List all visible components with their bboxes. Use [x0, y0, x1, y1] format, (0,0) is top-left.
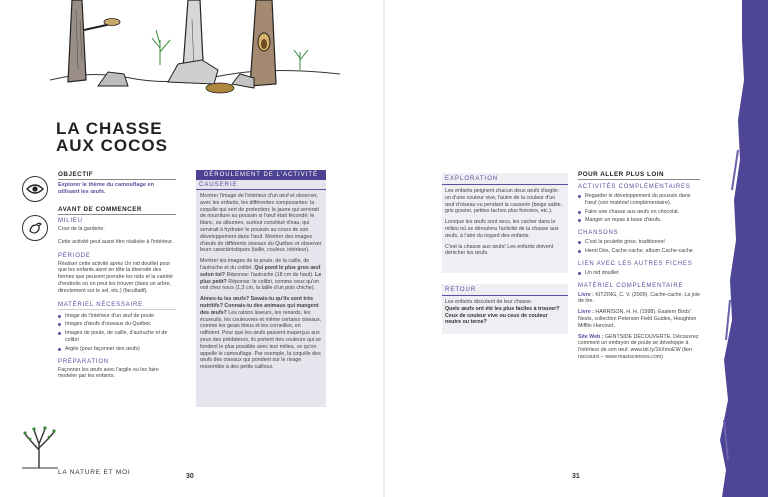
retour-heading: RETOUR	[442, 284, 568, 296]
objectif-heading: OBJECTIF	[58, 171, 94, 178]
milieu-text-2: Cette activité peut aussi être réalisée à l'intérieur.	[58, 238, 174, 245]
preparation-text: Façonner les œufs avec l'argile ou les faire modeler par les enfants.	[58, 366, 159, 380]
deroulement-heading: DÉROULEMENT DE L'ACTIVITÉ	[196, 170, 326, 180]
list-item: Image de l'intérieur d'un œuf de poule	[58, 313, 176, 320]
tree-icon	[18, 420, 60, 470]
retour-p1: Les enfants discutent de leur chasse.	[445, 299, 533, 305]
list-item: C'est la poulette grise, traditionnel	[578, 239, 700, 246]
list-item: Manger un repas à base d'œufs.	[578, 217, 700, 224]
title-line-2: AUX COCOS	[56, 136, 168, 155]
livre-1: Livre : KITZING, C. V. (2009). Cache-cache, La joie de lire.	[578, 291, 701, 305]
liens-list	[578, 270, 700, 277]
plus-loin-section	[578, 171, 700, 361]
page-number-left: 30	[186, 473, 194, 480]
list-item: Un nid douillet	[578, 270, 700, 277]
exploration-heading: EXPLORATION	[442, 173, 568, 185]
plus-loin-heading: POUR ALLER PLUS LOIN	[578, 171, 665, 178]
deroulement-box	[196, 170, 326, 407]
bird-icon	[22, 215, 48, 241]
list-item: Images d'œufs d'oiseaux du Québec	[58, 321, 176, 328]
causerie-heading: CAUSERIE	[196, 180, 326, 190]
milieu-text-1: Cour de la garderie.	[58, 226, 105, 232]
preparation-heading: PRÉPARATION	[58, 358, 109, 365]
list-item: Images de poule, de caille, d'autruche et de colibri	[58, 330, 176, 344]
list-item: Argile (pour façonner des œufs)	[58, 346, 176, 353]
footer-title: LA NATURE ET MOI	[58, 469, 131, 476]
list-item: Faire une chasse aux œufs en chocolat.	[578, 209, 700, 216]
objectif-section	[58, 171, 176, 196]
retour-box	[442, 284, 568, 334]
periode-text: Réaliser cette activité après Un nid douillet pour que les enfants aient en tête la diversité des formes que peuvent prendre les nids et la variété d'endroits où on peut les trouver (dans un arbre, directement sur le sol, etc.) (facultatif).	[58, 260, 173, 294]
causerie-p2: Montrer les images de la poule, de la caille, de l'autruche et du colibri. Qui pond le plus gros œuf selon toi? Réponse: l'autruche (18 cm de haut). Le plus petit? Réponse: le colibri, comme ceux qu'on voit chez nous (1,3 cm, la taille d'un pois chiche).	[200, 258, 322, 292]
milieu-heading: MILIEU	[58, 218, 83, 224]
liens-heading: LIEN AVEC LES AUTRES FICHES	[578, 260, 693, 267]
page-gutter	[383, 0, 385, 497]
chansons-list	[578, 239, 700, 255]
page-number-right: 31	[572, 473, 580, 480]
causerie-p1: Montrer l'image de l'intérieur d'un œuf et observer, avec les enfants, les différentes composantes: la coquille qui sert de protection; le jaune qui servirait de nourriture au poussin si l'œuf était fécondé; le blanc, ou albumen, surtout constitué d'eau, qui servirait à hydrater le poussin au cours de son développement dans l'œuf. Montrer des images d'œufs de différents oiseaux du Québec et observer leurs caractéristiques (taille, couleur, intérieur).	[200, 193, 322, 254]
page-title	[56, 120, 196, 154]
objectif-text: Explorer le thème du camouflage en utilisant les œufs.	[58, 182, 155, 195]
purple-brush-band	[702, 0, 768, 497]
avant-heading: AVANT DE COMMENCER	[58, 206, 142, 213]
livre-2: Livre : HARRISON, H. H. (1998). Eastern Birds' Nests, collection Peterson Field Guides, Houghton Mifflin Harcourt.	[578, 309, 697, 329]
activites-list	[578, 193, 700, 224]
site-web: Site Web : GENTSIDE DÉCOUVERTE. Découvrez comment un embryon de poule se développe à l'intérieur de son œuf. www.bit.ly/1kXmoEW (lien raccourci – www.maxisciences.com)	[578, 333, 699, 360]
retour-p2: Quels œufs ont été les plus faciles à trouver? Ceux de couleur vive ou ceux de couleur neutre ou terne?	[445, 305, 560, 326]
materiel-comp-heading: MATÉRIEL COMPLÉMENTAIRE	[578, 282, 684, 289]
exploration-box	[442, 173, 568, 273]
eye-icon	[22, 176, 48, 202]
exploration-p1: Les enfants peignent chacun deux œufs d'argile: un d'une couleur vive, l'autre de la couleur d'un œuf d'oiseau vu pendant la causerie (beige sable, gris gravier, petites taches plus foncées, etc.).	[445, 188, 563, 215]
exploration-p2: Lorsque les œufs sont secs, les cacher dans le milieu où se déroulera l'activité de la chasse aux œufs, à l'abri du regard des enfants.	[445, 219, 559, 239]
title-line-1: LA CHASSE	[56, 119, 163, 138]
avant-section	[58, 206, 176, 380]
list-item: Regarder le développement du poussin dans l'œuf (voir matériel complémentaire).	[578, 193, 700, 207]
chansons-heading: CHANSONS	[578, 230, 619, 237]
activites-heading: ACTIVITÉS COMPLÉMENTAIRES	[578, 184, 691, 190]
materiel-heading: MATÉRIEL NÉCESSAIRE	[58, 302, 176, 310]
periode-heading: PÉRIODE	[58, 252, 91, 259]
materiel-list	[58, 313, 176, 353]
list-item: Henri Dès, Cache-cache, album Cache-cache	[578, 248, 700, 255]
causerie-p3: Aimes-tu les œufs? Savais-tu qu'ils sont très nutritifs? Connais-tu des animaux qui mangent des œufs? Les ratons laveurs, les renards, les écureuils, les couleuvres et même certains oiseaux, comme les geais bleus et les corneilles, en raffolent. Pour que les œufs passent inaperçus aux yeux des prédateurs, ils portent des couleurs qui se fondent le plus possible avec leur milieu, ce qu'on appelle le camouflage. Par exemple, la coquille des œufs des oiseaux qui pondent sur le rivage ressemble à des petits cailloux.	[200, 296, 322, 371]
exploration-p3: C'est la chasse aux œufs! Les enfants doivent dénicher les œufs.	[445, 243, 554, 257]
forest-illustration	[50, 0, 340, 105]
